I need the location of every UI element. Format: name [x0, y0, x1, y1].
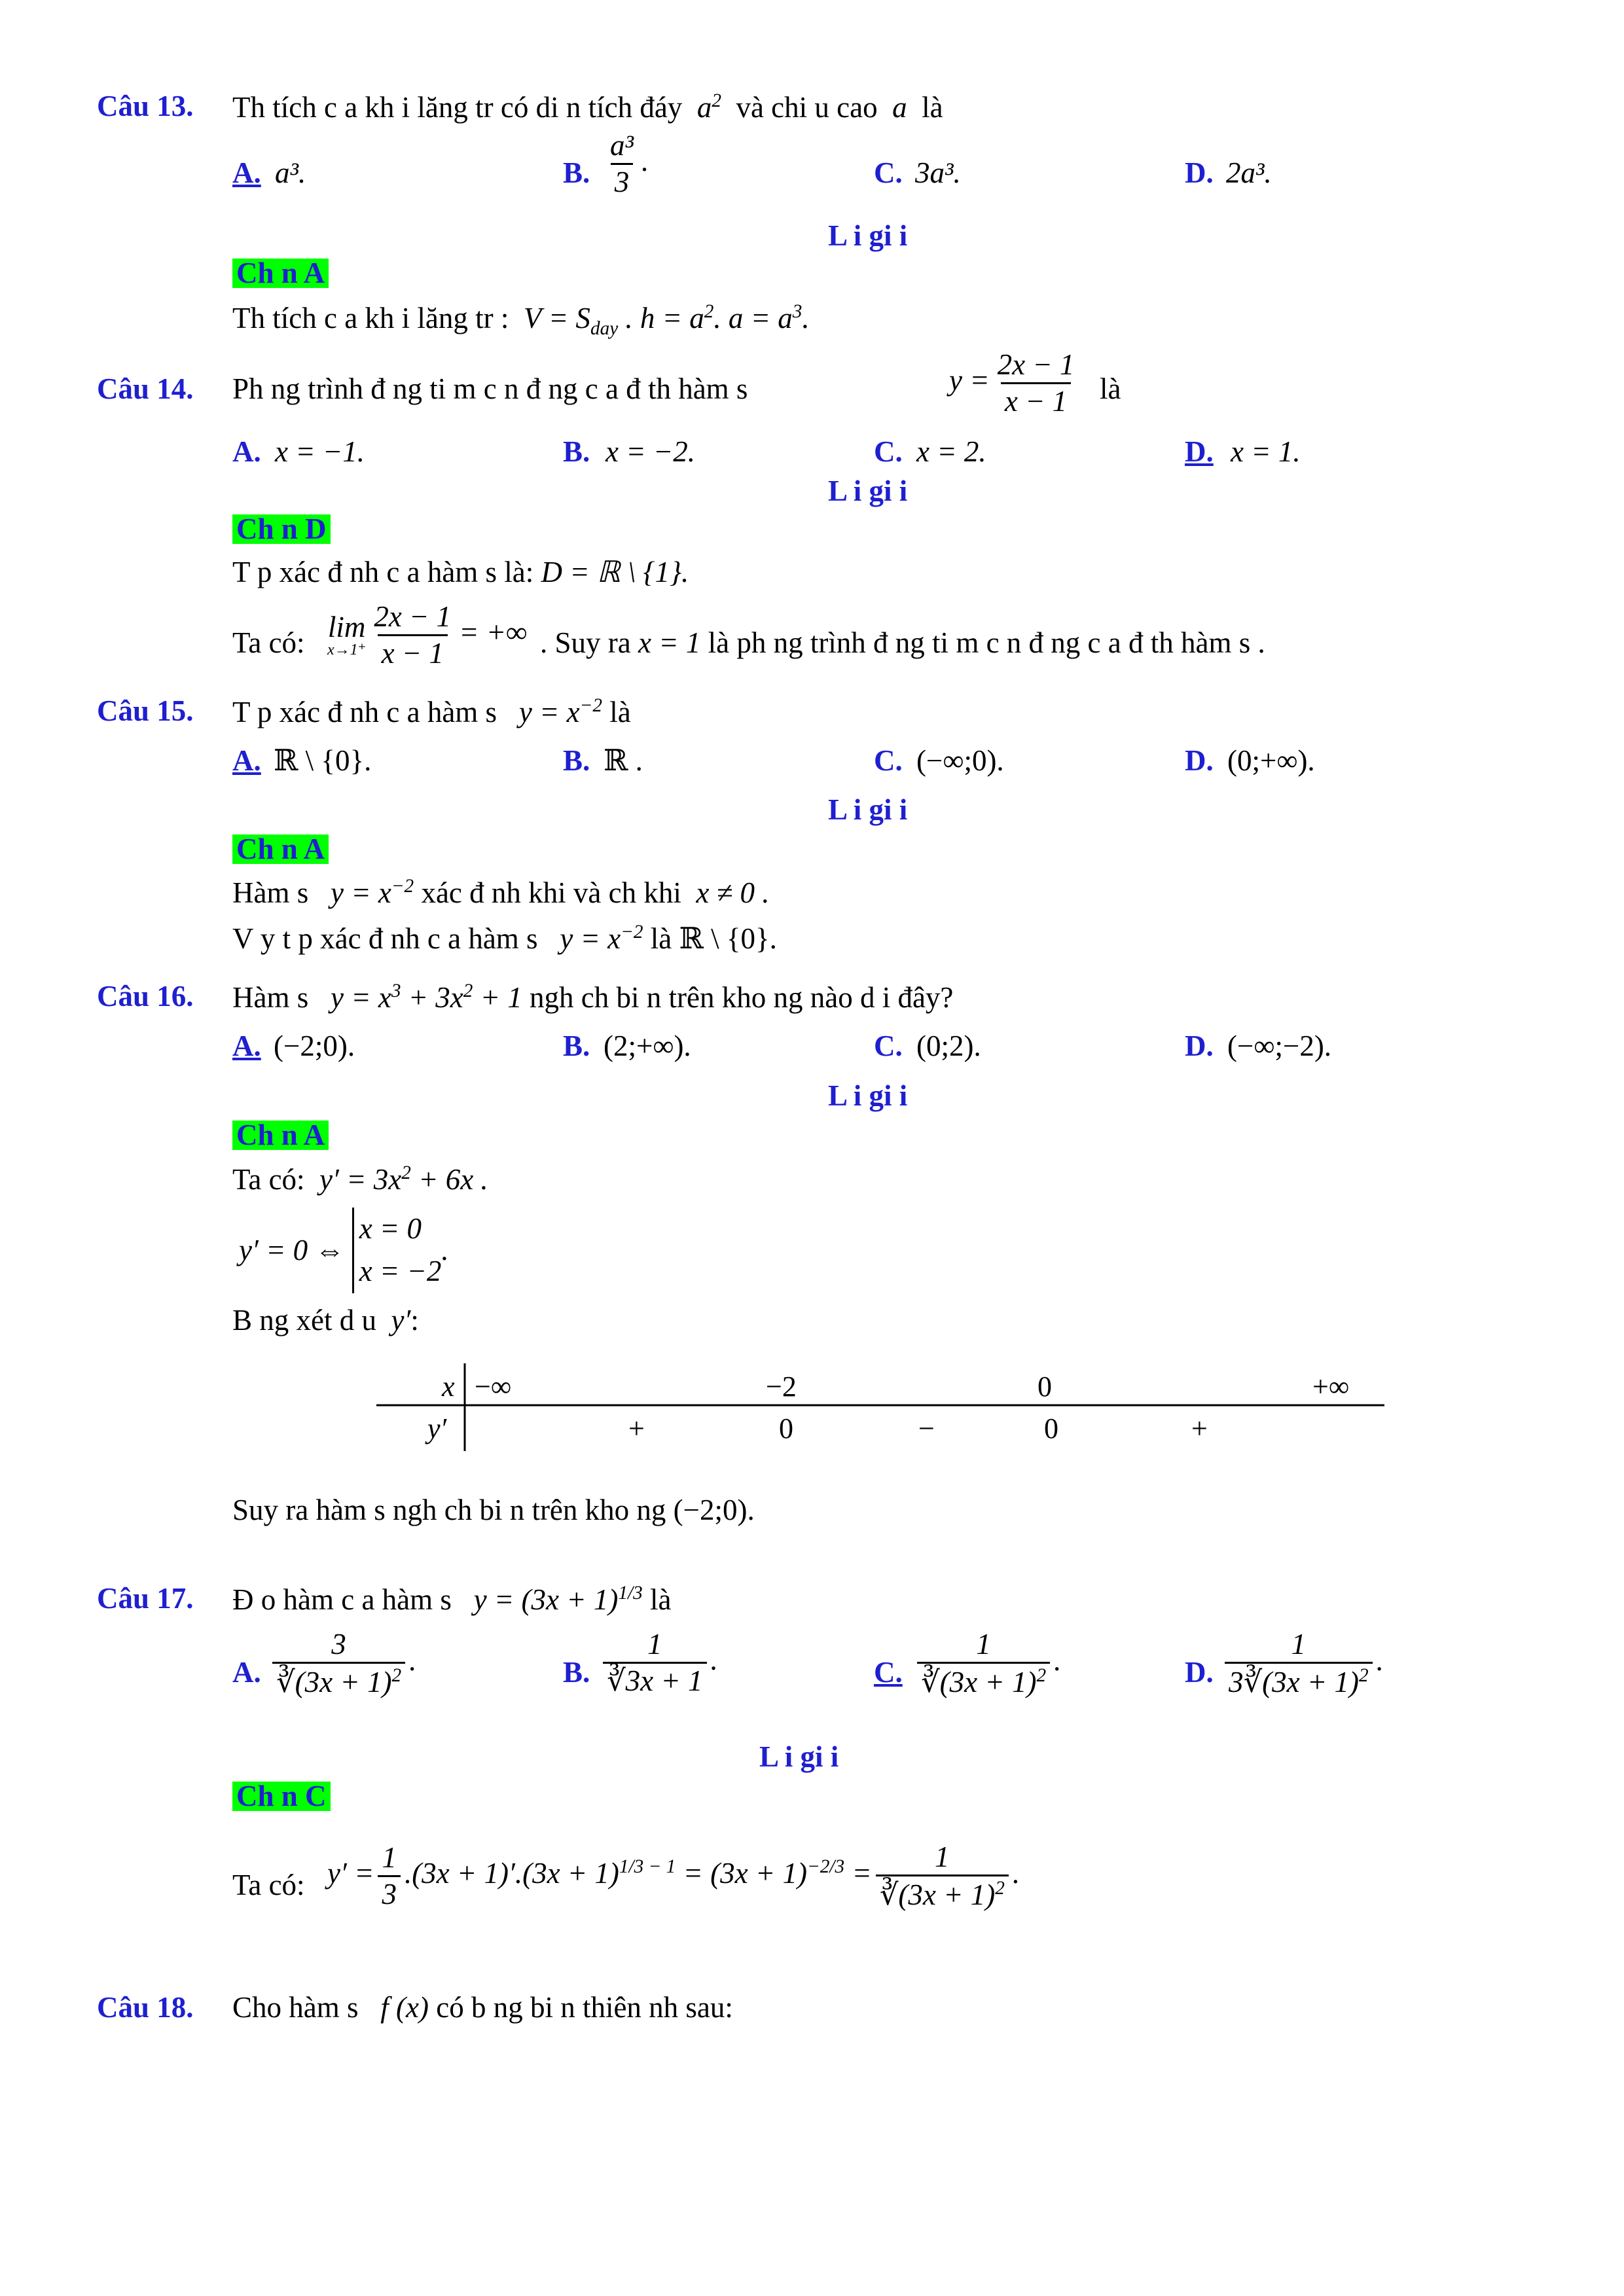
sign-table-minus: −	[918, 1412, 935, 1444]
q16-sign-table	[376, 1358, 1398, 1456]
q17-option-a: $\frac{3}{∛(3x + 1)^2}$ .	[268, 1630, 416, 1697]
q14-limit-expr: lim x→1⁺ $\frac{2x - 1}{x - 1}$ = +∞	[327, 600, 528, 670]
q13-option-a: a³.	[275, 156, 306, 189]
q14-stem: Ph ng trình đ ng ti m c n đ ng c a đ th hàm s	[232, 372, 748, 405]
q17-option-b-label[interactable]: B.	[563, 1656, 590, 1689]
q16-option-b-label[interactable]: B.	[563, 1030, 590, 1062]
q13-option-d: 2a³.	[1226, 156, 1272, 189]
q16-option-d-label[interactable]: D.	[1185, 1030, 1214, 1062]
q15-label: Câu 15.	[97, 694, 194, 727]
q15-option-d: (0;+∞).	[1227, 744, 1315, 777]
q13-option-c: 3a³.	[915, 156, 961, 189]
q16-option-a: (−2;0).	[274, 1030, 355, 1062]
q17-label: Câu 17.	[97, 1582, 194, 1615]
q16-answer-badge: Ch n A	[232, 1121, 329, 1150]
q15-option-b: ℝ .	[604, 744, 643, 777]
q16-solution-title: L i gi i	[828, 1079, 908, 1112]
q13-answer-badge: Ch n A	[232, 259, 329, 288]
q15-option-d-label[interactable]: D.	[1185, 744, 1214, 777]
sign-table-plus-2: +	[1191, 1412, 1208, 1444]
sign-table-yprime-header: y′	[427, 1412, 447, 1444]
q16-option-c-label[interactable]: C.	[874, 1030, 903, 1062]
sign-table-zero-2: 0	[1044, 1412, 1058, 1444]
q14-option-a-label[interactable]: A.	[232, 435, 261, 468]
q14-option-c-label[interactable]: C.	[874, 435, 903, 468]
q18-label: Câu 18.	[97, 1991, 194, 2024]
q15-option-a: ℝ \ {0}.	[274, 744, 372, 777]
q15-option-b-label[interactable]: B.	[563, 744, 590, 777]
q14-option-b: x = −2.	[605, 435, 695, 468]
q14-option-a: x = −1.	[275, 435, 365, 468]
q16-derivative: Ta có: $y' = 3x^2 + 6x$ .	[232, 1162, 488, 1196]
q15-solution-line2: V y t p xác đ nh c a hàm s $y = x^{-2}$ là ℝ \ {0}.	[232, 922, 777, 955]
q16-stem: Hàm s $y = x^3 + 3x^2 + 1$ ngh ch bi n trên kho ng nào d i đây?	[232, 980, 954, 1014]
q16-option-d: (−∞;−2).	[1227, 1030, 1332, 1062]
q15-stem: T p xác đ nh c a hàm s $y = x^{-2}$ là	[232, 695, 631, 728]
q16-roots: y′ = 0 ⇔ x = 0 x = −2.	[239, 1208, 449, 1293]
q15-option-c: (−∞;0).	[916, 744, 1004, 777]
q17-solution-text: Ta có:	[232, 1869, 305, 1901]
q16-option-a-label[interactable]: A.	[232, 1030, 261, 1062]
q16-option-b: (2;+∞).	[604, 1030, 691, 1062]
q14-answer-badge: Ch n D	[232, 514, 331, 544]
sign-table-plus-1: +	[628, 1412, 645, 1444]
q14-solution-title: L i gi i	[828, 475, 908, 507]
q15-answer-badge: Ch n A	[232, 834, 329, 864]
q16-conclusion: Suy ra hàm s ngh ch bi n trên kho ng (−2;0).	[232, 1494, 755, 1526]
q13-option-b: $\frac{\text{a³}}{3}$ .	[610, 129, 649, 198]
sign-table-neg-inf: −∞	[475, 1371, 512, 1403]
sign-table-x-minus2: −2	[766, 1371, 797, 1403]
q13-option-d-label[interactable]: D.	[1185, 156, 1214, 189]
q17-solution-title: L i gi i	[759, 1740, 839, 1773]
q17-answer-badge: Ch n C	[232, 1782, 331, 1811]
q18-stem: Cho hàm s f (x) có b ng bi n thiên nh sau:	[232, 1991, 733, 2024]
q15-solution-title: L i gi i	[828, 793, 908, 826]
q17-option-c: $\frac{1}{∛(3x + 1)^2}$ .	[913, 1630, 1061, 1697]
q13-solution-title: L i gi i	[828, 219, 908, 252]
q15-option-c-label[interactable]: C.	[874, 744, 903, 777]
q14-solution-domain: T p xác đ nh c a hàm s là: D = ℝ \ {1}.	[232, 556, 689, 588]
q14-option-b-label[interactable]: B.	[563, 435, 590, 468]
q13-option-a-label[interactable]: A.	[232, 156, 261, 189]
q17-option-d: $\frac{1}{3∛(3x + 1)^2}$ .	[1221, 1630, 1384, 1697]
q17-option-b: $\frac{1}{∛3x + 1}$ .	[599, 1630, 718, 1696]
q14-stem-end: là	[1100, 372, 1121, 405]
q17-option-d-label[interactable]: D.	[1185, 1656, 1214, 1689]
q17-option-a-label[interactable]: A.	[232, 1656, 261, 1689]
q13-option-b-label[interactable]: B.	[563, 156, 590, 189]
q17-stem: Đ o hàm c a hàm s $y = (3x + 1)^{1/3}$ là	[232, 1583, 672, 1616]
q13-label: Câu 13.	[97, 90, 194, 122]
sign-table-pos-inf: +∞	[1312, 1371, 1350, 1403]
q14-function: y = $\frac{2x - 1}{x - 1}$	[949, 348, 1075, 418]
q14-option-d: x = 1.	[1231, 435, 1301, 468]
q16-option-c: (0;2).	[916, 1030, 981, 1062]
q14-option-d-label[interactable]: D.	[1185, 435, 1214, 468]
q14-solution-limit: Ta có:	[232, 626, 305, 659]
q15-option-a-label[interactable]: A.	[232, 744, 261, 777]
q13-option-c-label[interactable]: C.	[874, 156, 903, 189]
q17-solution-formula: y′ = $\frac{1}{3}$ $.(3x + 1)'.(3x + 1)^{1/3 - 1} = (3x + 1)^{-2/3}$ = $\frac{1}{∛(3x + 1)^2}$ .	[327, 1840, 1020, 1911]
q17-option-c-label[interactable]: C.	[874, 1656, 903, 1689]
q14-option-c: x = 2.	[916, 435, 986, 468]
q14-solution-conclusion: . Suy ra x = 1 là ph ng trình đ ng ti m c n đ ng c a đ th hàm s .	[540, 626, 1265, 659]
q13-stem: Th tích c a kh i lăng tr có di n tích đáy $a^2$ và chi u cao a là	[232, 90, 943, 124]
sign-table-zero-1: 0	[779, 1412, 793, 1444]
sign-table-x-zero: 0	[1038, 1371, 1052, 1403]
q13-solution-text: Th tích c a kh i lăng tr : $V = S_{day}$ . $h = a^2$. $a = a^3$.	[232, 301, 810, 339]
sign-table-x-header: x	[442, 1371, 455, 1403]
q16-sign-table-caption: B ng xét d u y′:	[232, 1304, 419, 1336]
q14-label: Câu 14.	[97, 372, 194, 405]
q15-solution-line1: Hàm s $y = x^{-2}$ xác đ nh khi và ch khi x ≠ 0 .	[232, 876, 770, 909]
q16-label: Câu 16.	[97, 980, 194, 1013]
